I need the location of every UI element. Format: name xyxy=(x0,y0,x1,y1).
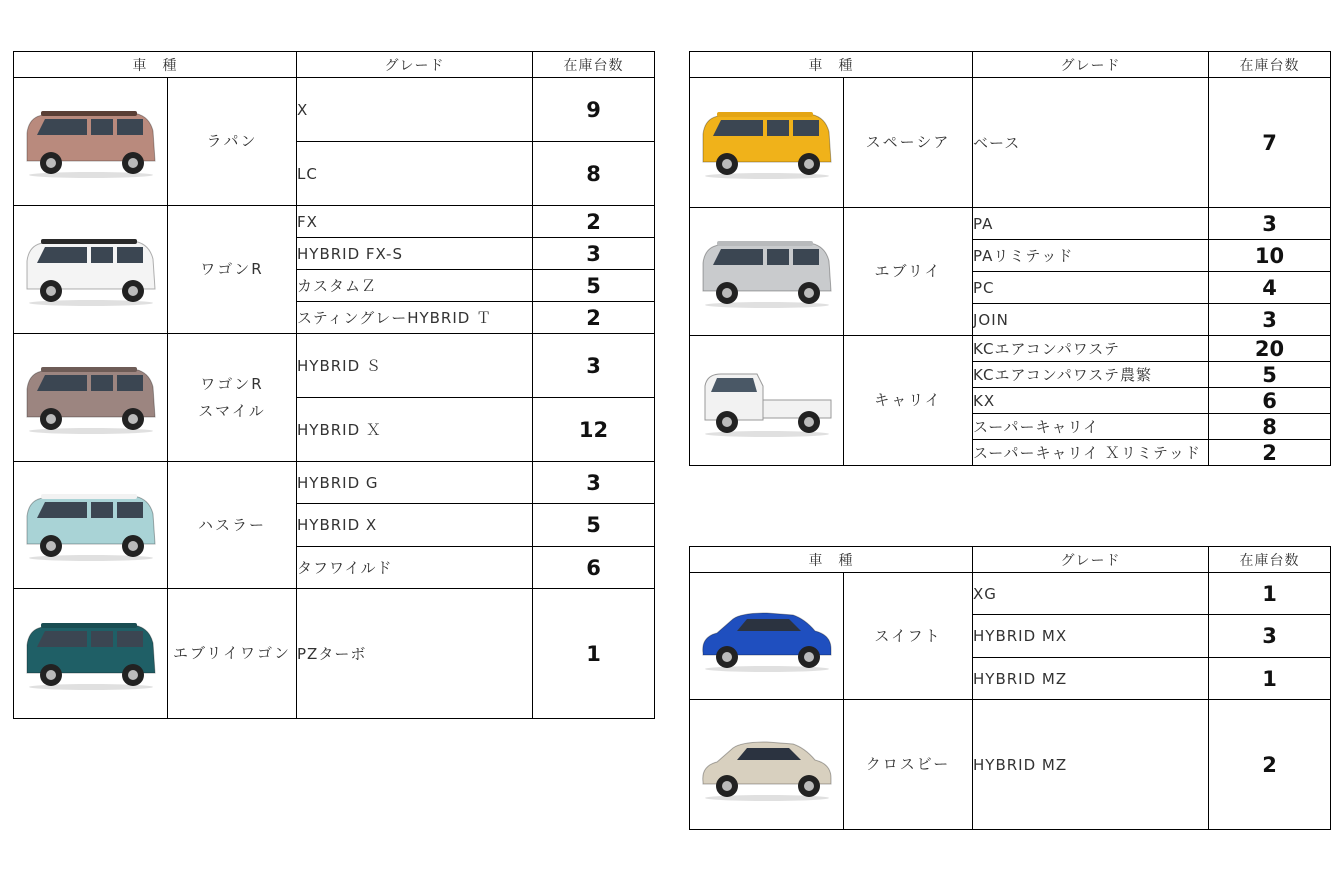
grade-name: HYBRID X xyxy=(297,504,533,547)
stock-count: 5 xyxy=(1209,362,1331,388)
header-stock: 在庫台数 xyxy=(533,52,655,78)
model-name: スイフト xyxy=(844,573,973,700)
model-name-line: ワゴンR xyxy=(200,374,264,393)
grade-name: KX xyxy=(973,388,1209,414)
stock-count: 3 xyxy=(1209,304,1331,336)
model-name: ラパン xyxy=(168,78,297,206)
stock-count: 1 xyxy=(1209,573,1331,615)
stock-count: 3 xyxy=(533,238,655,270)
model-name: エブリイワゴン xyxy=(168,589,297,719)
stock-count: 3 xyxy=(1209,615,1331,658)
car-image xyxy=(697,726,837,804)
model-name: キャリイ xyxy=(844,336,973,466)
car-image xyxy=(697,233,837,311)
grade-name: KCエアコンパワステ農繁 xyxy=(973,362,1209,388)
vehicle-image-cell xyxy=(690,700,844,830)
vehicle-image-cell xyxy=(14,206,168,334)
stock-count: 1 xyxy=(1209,658,1331,700)
car-image xyxy=(21,359,161,437)
grade-name: スーパーキャリイ Ｘリミテッド xyxy=(973,440,1209,466)
vehicle-image-cell xyxy=(690,336,844,466)
table-row xyxy=(690,336,1331,362)
stock-count: 8 xyxy=(1209,414,1331,440)
stock-count: 4 xyxy=(1209,272,1331,304)
model-name: スペーシア xyxy=(844,78,973,208)
stock-count: 5 xyxy=(533,270,655,302)
vehicle-image-cell xyxy=(14,462,168,589)
vehicle-image-cell xyxy=(14,78,168,206)
stock-count: 3 xyxy=(533,334,655,398)
header-row xyxy=(14,52,655,78)
stock-count: 20 xyxy=(1209,336,1331,362)
vehicle-image-cell xyxy=(14,589,168,719)
grade-name: タフワイルド xyxy=(297,547,533,589)
grade-name: X xyxy=(297,78,533,142)
stock-count: 1 xyxy=(533,589,655,719)
table-row xyxy=(14,462,655,504)
table-row xyxy=(14,206,655,238)
stock-count: 6 xyxy=(1209,388,1331,414)
car-image xyxy=(21,103,161,181)
grade-name: KCエアコンパワステ xyxy=(973,336,1209,362)
stock-count: 5 xyxy=(533,504,655,547)
model-name: ワゴンR xyxy=(168,206,297,334)
car-image xyxy=(21,231,161,309)
header-model: 車 種 xyxy=(690,52,973,78)
header-row xyxy=(690,52,1331,78)
grade-name: PZターボ xyxy=(297,589,533,719)
grade-name: スーパーキャリイ xyxy=(973,414,1209,440)
header-grade: グレード xyxy=(973,547,1209,573)
table-row xyxy=(690,700,1331,830)
stock-count: 3 xyxy=(533,462,655,504)
grade-name: XG xyxy=(973,573,1209,615)
car-image xyxy=(21,615,161,693)
stock-count: 3 xyxy=(1209,208,1331,240)
grade-name: カスタムＺ xyxy=(297,270,533,302)
grade-name: HYBRID MZ xyxy=(973,700,1209,830)
grade-name: HYBRID MZ xyxy=(973,658,1209,700)
table-row xyxy=(690,208,1331,240)
stock-count: 6 xyxy=(533,547,655,589)
model-name: ハスラー xyxy=(168,462,297,589)
vehicle-image-cell xyxy=(690,78,844,208)
stock-count: 2 xyxy=(533,206,655,238)
grade-name: HYBRID Ｘ xyxy=(297,398,533,462)
header-grade: グレード xyxy=(297,52,533,78)
grade-name: HYBRID MX xyxy=(973,615,1209,658)
grade-name: PAリミテッド xyxy=(973,240,1209,272)
grade-name: HYBRID G xyxy=(297,462,533,504)
stock-count: 2 xyxy=(1209,700,1331,830)
car-image xyxy=(697,597,837,675)
inventory-table-left xyxy=(13,51,655,719)
stock-count: 9 xyxy=(533,78,655,142)
table-row xyxy=(690,78,1331,208)
header-grade: グレード xyxy=(973,52,1209,78)
header-stock: 在庫台数 xyxy=(1209,52,1331,78)
vehicle-image-cell xyxy=(14,334,168,462)
stock-count: 8 xyxy=(533,142,655,206)
model-name xyxy=(168,334,297,462)
stock-count: 2 xyxy=(533,302,655,334)
stock-count: 12 xyxy=(533,398,655,462)
table-row xyxy=(14,589,655,719)
model-name: エブリイ xyxy=(844,208,973,336)
car-image xyxy=(697,104,837,182)
header-model: 車 種 xyxy=(690,547,973,573)
vehicle-image-cell xyxy=(690,573,844,700)
grade-name: HYBRID Ｓ xyxy=(297,334,533,398)
header-stock: 在庫台数 xyxy=(1209,547,1331,573)
table-row xyxy=(14,334,655,398)
header-model: 車 種 xyxy=(14,52,297,78)
table-row xyxy=(690,573,1331,615)
model-name-line: スマイル xyxy=(198,401,266,420)
grade-name: PA xyxy=(973,208,1209,240)
stock-count: 2 xyxy=(1209,440,1331,466)
car-image xyxy=(697,362,837,440)
grade-name: FX xyxy=(297,206,533,238)
stock-count: 10 xyxy=(1209,240,1331,272)
vehicle-image-cell xyxy=(690,208,844,336)
model-name: クロスビー xyxy=(844,700,973,830)
header-row xyxy=(690,547,1331,573)
grade-name: HYBRID FX-S xyxy=(297,238,533,270)
inventory-table-right-top xyxy=(689,51,1331,466)
inventory-table-right-bottom xyxy=(689,546,1331,830)
grade-name: JOIN xyxy=(973,304,1209,336)
grade-name: PC xyxy=(973,272,1209,304)
grade-name: ベース xyxy=(973,78,1209,208)
grade-name: LC xyxy=(297,142,533,206)
stock-count: 7 xyxy=(1209,78,1331,208)
car-image xyxy=(21,486,161,564)
grade-name: スティングレーHYBRID Ｔ xyxy=(297,302,533,334)
table-row xyxy=(14,78,655,142)
